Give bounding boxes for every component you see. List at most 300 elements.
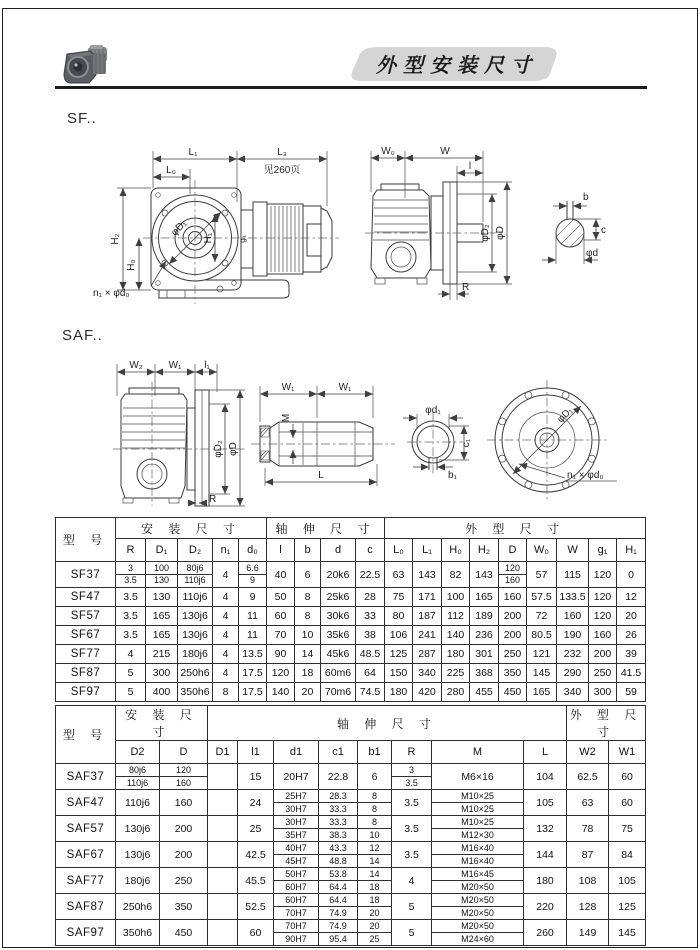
dim-cell: 120 — [267, 664, 295, 683]
dim-cell: 300 — [589, 683, 617, 702]
dim-cell: 14 — [295, 645, 321, 664]
column-header: D1 — [208, 741, 238, 764]
dim-cell: 35k6 — [321, 626, 356, 645]
column-header: n₁ — [213, 539, 239, 562]
dim-cell: 4 — [213, 626, 239, 645]
dim-cell: 72 — [527, 607, 557, 626]
dim-cell — [208, 894, 238, 920]
column-header: d — [321, 539, 356, 562]
dim-cell: 165 — [527, 683, 557, 702]
dim-cell: 200 — [160, 816, 208, 842]
dim-cell: 125 — [609, 894, 646, 920]
column-header: D₂ — [178, 539, 213, 562]
saf-hollow-shaft-view — [117, 364, 395, 486]
dim-cell: 144 — [524, 842, 567, 868]
dim-label-b: b — [583, 192, 589, 203]
dim-cell: 110j6 — [116, 790, 160, 816]
dim-cell: 4 — [213, 645, 239, 664]
dim-cell: 130j6 — [178, 607, 213, 626]
dim-cell: 50 — [267, 588, 295, 607]
dim-cell: 187 — [413, 607, 442, 626]
dim-cell: 25H7 30H7 — [274, 790, 319, 816]
see-page-note: 见260页 — [263, 165, 301, 176]
dim-cell: 241 — [413, 626, 442, 645]
column-header: W1 — [609, 741, 646, 764]
dim-cell: 9 — [239, 588, 267, 607]
dim-cell: 130j6 — [178, 626, 213, 645]
table-row — [56, 664, 646, 683]
dim-cell: 28.3 33.3 — [319, 790, 358, 816]
dim-label-W0: W₀ — [381, 146, 395, 157]
dim-cell: 132 — [524, 816, 567, 842]
dim-cell: 45k6 — [321, 645, 356, 664]
dim-cell: 340 — [413, 664, 442, 683]
dim-cell: 140 — [442, 626, 470, 645]
column-header: R — [392, 741, 432, 764]
dim-cell: 38 — [356, 626, 385, 645]
dim-cell: 30H7 35H7 — [274, 816, 319, 842]
column-header: L₀ — [385, 539, 413, 562]
dim-cell: 200 — [499, 607, 527, 626]
dim-cell: 80 — [385, 607, 413, 626]
dim-cell: 4 — [116, 645, 146, 664]
dim-cell: 301 — [470, 645, 499, 664]
dim-cell: 145 — [609, 920, 646, 946]
dim-cell: 5 — [116, 683, 146, 702]
dim-cell: 3.5 — [116, 607, 146, 626]
model-cell: SAF67 — [56, 842, 116, 868]
dim-cell: 87 — [567, 842, 609, 868]
dim-cell: 64 — [356, 664, 385, 683]
header-divider — [55, 86, 647, 89]
dim-cell: 74.5 — [356, 683, 385, 702]
dim-label-R: R — [462, 282, 470, 293]
dim-cell: 3 3.5 — [392, 764, 432, 790]
dim-cell — [208, 764, 238, 790]
dim-cell: 33 — [356, 607, 385, 626]
column-header: d₀ — [239, 539, 267, 562]
dim-cell: 121 — [527, 645, 557, 664]
dim-label-phiD2: φD₂ — [213, 440, 224, 458]
dim-cell: 60 — [267, 607, 295, 626]
model-cell: SAF47 — [56, 790, 116, 816]
dim-label-W: W — [440, 146, 450, 157]
dim-cell: 171 — [413, 588, 442, 607]
table-row — [56, 920, 646, 946]
column-header: H₁ — [617, 539, 646, 562]
dim-cell: 28 — [356, 588, 385, 607]
table-row — [56, 868, 646, 894]
dim-cell: 149 — [567, 920, 609, 946]
dim-cell: 400 — [146, 683, 178, 702]
model-cell: SF77 — [56, 645, 116, 664]
column-header: W2 — [567, 741, 609, 764]
column-header: b — [295, 539, 321, 562]
dim-cell: M10×25 M10×25 — [432, 790, 524, 816]
dim-cell: 50H7 60H7 — [274, 868, 319, 894]
dim-cell: 80j6 110j6 — [116, 764, 160, 790]
dim-label-phiD1-flange: φD₁ — [555, 405, 576, 426]
dim-cell: 350h6 — [116, 920, 160, 946]
dim-cell: 17.5 — [239, 683, 267, 702]
dim-cell: 62.5 — [567, 764, 609, 790]
dim-cell: 3.5 — [392, 790, 432, 816]
dim-label-n1-phid0: n₁ × φd₀ — [93, 288, 130, 299]
dim-cell: 105 — [609, 868, 646, 894]
dim-cell: 20 25 — [358, 920, 392, 946]
table-row — [56, 894, 646, 920]
column-header: c — [356, 539, 385, 562]
dim-cell: 45.5 — [238, 868, 274, 894]
dim-cell: 108 — [567, 868, 609, 894]
dim-cell: 180j6 — [178, 645, 213, 664]
dim-cell: M16×40 M16×40 — [432, 842, 524, 868]
dim-cell: 125 — [385, 645, 413, 664]
dim-label-phid1: φd₁ — [425, 405, 441, 416]
sf-section-label: SF.. — [67, 110, 97, 127]
dim-cell: 75 — [385, 588, 413, 607]
column-header: L₁ — [413, 539, 442, 562]
column-header: D2 — [116, 741, 160, 764]
dim-cell: 4 — [213, 588, 239, 607]
dim-cell: 160 — [160, 790, 208, 816]
dim-cell: 4 — [392, 868, 432, 894]
dim-cell: 160 — [499, 588, 527, 607]
model-column-header: 型 号 — [56, 706, 116, 764]
page-title: 外型安装尺寸 — [376, 55, 538, 77]
sf-front-view — [93, 147, 339, 304]
dim-cell: M16×45 M20×50 — [432, 868, 524, 894]
dim-label-H1: H₁ — [203, 232, 214, 244]
title-banner — [350, 44, 564, 84]
dim-cell: 180 — [524, 868, 567, 894]
dim-cell: 112 — [442, 607, 470, 626]
dim-cell: 130j6 — [116, 816, 160, 842]
dim-cell: 6.6 9 — [239, 562, 267, 588]
dim-cell: 20 — [617, 607, 646, 626]
dim-cell: 64.4 74.9 — [319, 894, 358, 920]
dim-cell: 450 — [499, 683, 527, 702]
table-row — [56, 588, 646, 607]
model-cell: SF47 — [56, 588, 116, 607]
dim-cell: 120 — [589, 607, 617, 626]
dim-cell: 115 — [557, 562, 589, 588]
dim-cell: 350 — [499, 664, 527, 683]
model-cell: SAF87 — [56, 894, 116, 920]
dim-cell: 74.9 95.4 — [319, 920, 358, 946]
dim-cell: 63 — [385, 562, 413, 588]
dim-cell: 3.5 — [392, 842, 432, 868]
dim-cell: 455 — [470, 683, 499, 702]
dim-cell: 143 — [413, 562, 442, 588]
column-header: R — [116, 539, 146, 562]
dim-cell: 106 — [385, 626, 413, 645]
dim-label-H2: H₂ — [110, 233, 121, 245]
column-header: l1 — [238, 741, 274, 764]
model-column-header: 型 号 — [56, 518, 116, 562]
dim-cell: 128 — [567, 894, 609, 920]
dim-cell: M6×16 — [432, 764, 524, 790]
dim-cell: 4 — [213, 562, 239, 588]
dim-cell: 18 — [295, 664, 321, 683]
dim-cell: 165 — [470, 588, 499, 607]
dim-cell: 57 — [527, 562, 557, 588]
dim-cell: 100 130 — [146, 562, 178, 588]
table-row — [56, 842, 646, 868]
dim-cell: 20k6 — [321, 562, 356, 588]
column-header: d1 — [274, 741, 319, 764]
dim-cell: M10×25 M12×30 — [432, 816, 524, 842]
dim-cell: 48.5 — [356, 645, 385, 664]
saf-technical-drawing — [55, 356, 645, 508]
dim-label-phiD: φD — [228, 442, 239, 456]
dim-label-l: l — [468, 161, 472, 172]
model-cell: SF57 — [56, 607, 116, 626]
dim-cell: 18 20 — [358, 894, 392, 920]
dim-cell: 4 — [213, 664, 239, 683]
dim-cell: 43.3 48.8 — [319, 842, 358, 868]
column-header: b1 — [358, 741, 392, 764]
dim-cell: 6 — [358, 764, 392, 790]
dim-cell: M20×50 M20×50 — [432, 894, 524, 920]
model-cell: SF87 — [56, 664, 116, 683]
dim-cell: 350h6 — [178, 683, 213, 702]
dim-cell: 24 — [238, 790, 274, 816]
dim-cell: 232 — [557, 645, 589, 664]
dim-cell: 20 — [295, 683, 321, 702]
dim-label-M: M — [281, 413, 292, 423]
dim-cell: 60 — [238, 920, 274, 946]
dim-cell: 130j6 — [116, 842, 160, 868]
dim-cell: 3.5 — [116, 626, 146, 645]
dim-cell: 150 — [385, 664, 413, 683]
column-header: c1 — [319, 741, 358, 764]
dim-cell: 33.3 38.3 — [319, 816, 358, 842]
dim-cell: 3.5 — [392, 816, 432, 842]
column-header: g₁ — [589, 539, 617, 562]
dim-cell: 70H7 90H7 — [274, 920, 319, 946]
dim-cell: 8 8 — [358, 790, 392, 816]
dim-cell: 13.5 — [239, 645, 267, 664]
group-header: 外 型 尺 寸 — [567, 706, 646, 741]
dim-label-c: c — [601, 225, 606, 236]
dim-cell: 250h6 — [178, 664, 213, 683]
dim-cell: 6 — [295, 562, 321, 588]
dim-cell: 57.5 — [527, 588, 557, 607]
model-cell: SF37 — [56, 562, 116, 588]
dim-cell: 250 — [589, 664, 617, 683]
model-cell: SF67 — [56, 626, 116, 645]
dim-cell: 200 — [160, 842, 208, 868]
dim-label-n1-phid0: n₁ × φd₀ — [567, 470, 604, 481]
dim-label-phiD1: φD₁ — [169, 218, 190, 239]
dim-cell: 14 18 — [358, 868, 392, 894]
dim-cell: 260 — [524, 920, 567, 946]
dim-cell: 75 — [609, 816, 646, 842]
dim-cell: 250 — [499, 645, 527, 664]
dim-cell: 90 — [267, 645, 295, 664]
dim-cell: 10 — [295, 626, 321, 645]
gearmotor-photo — [60, 42, 112, 88]
dim-cell: 145 — [527, 664, 557, 683]
model-cell: SAF37 — [56, 764, 116, 790]
table-row — [56, 562, 646, 588]
dim-cell — [208, 842, 238, 868]
dim-label-phiD: φD — [495, 226, 506, 240]
dim-cell: 59 — [617, 683, 646, 702]
dim-cell: 133.5 — [557, 588, 589, 607]
dim-cell: 3 3.5 — [116, 562, 146, 588]
dim-cell: 60H7 70H7 — [274, 894, 319, 920]
dim-label-phid: φd — [586, 248, 599, 259]
dim-cell: 160 — [557, 607, 589, 626]
column-header: M — [432, 741, 524, 764]
saf-flange-view — [487, 380, 617, 500]
table-row — [56, 645, 646, 664]
dim-cell: 22.8 — [319, 764, 358, 790]
dim-cell: 70 — [267, 626, 295, 645]
dim-cell: 120 — [589, 562, 617, 588]
dim-cell: 26 — [617, 626, 646, 645]
dim-cell: 8 — [213, 683, 239, 702]
dim-cell: 368 — [470, 664, 499, 683]
dim-cell: 236 — [470, 626, 499, 645]
dim-cell: 350 — [160, 894, 208, 920]
dim-cell: 5 — [392, 894, 432, 920]
dim-cell: 165 — [146, 626, 178, 645]
dim-cell: 52.5 — [238, 894, 274, 920]
dim-cell: 84 — [609, 842, 646, 868]
dim-cell: 11 — [239, 607, 267, 626]
dim-cell: 17.5 — [239, 664, 267, 683]
sf-technical-drawing — [55, 138, 645, 320]
dim-cell: 39 — [617, 645, 646, 664]
dim-cell: 20H7 — [274, 764, 319, 790]
model-cell: SAF97 — [56, 920, 116, 946]
table-row — [56, 764, 646, 790]
dim-cell: 60 — [609, 790, 646, 816]
dim-cell: 143 — [470, 562, 499, 588]
dim-cell: 0 — [617, 562, 646, 588]
dim-cell: 190 — [557, 626, 589, 645]
table-row — [56, 683, 646, 702]
dim-label-W1a: W₁ — [281, 382, 295, 393]
group-header: 安 装 尺 寸 — [116, 706, 208, 741]
dim-label-phiD2: φD₂ — [480, 224, 491, 242]
dim-cell: 287 — [413, 645, 442, 664]
dim-cell: 280 — [442, 683, 470, 702]
dim-cell — [208, 790, 238, 816]
dim-label-L: L — [318, 470, 324, 481]
model-cell: SF97 — [56, 683, 116, 702]
dim-cell: 53.8 64.4 — [319, 868, 358, 894]
dim-cell: 290 — [557, 664, 589, 683]
saf-bore-detail — [403, 405, 472, 481]
dim-cell: 25 — [238, 816, 274, 842]
dim-cell: 340 — [557, 683, 589, 702]
dim-label-R: R — [209, 494, 217, 505]
dim-cell: 8 10 — [358, 816, 392, 842]
column-header: L — [524, 741, 567, 764]
dim-cell: 11 — [239, 626, 267, 645]
dim-cell: 70m6 — [321, 683, 356, 702]
dim-cell: 42.5 — [238, 842, 274, 868]
dim-cell: 15 — [238, 764, 274, 790]
dim-cell — [208, 920, 238, 946]
dim-label-H0: H₀ — [126, 259, 137, 271]
dim-label-W1: W₁ — [168, 360, 182, 371]
dim-cell: 5 — [116, 664, 146, 683]
dim-cell: 250 — [160, 868, 208, 894]
dim-cell: 215 — [146, 645, 178, 664]
dim-cell: 180 — [442, 645, 470, 664]
dim-cell: 60m6 — [321, 664, 356, 683]
dim-cell: 180 — [385, 683, 413, 702]
dim-cell: 104 — [524, 764, 567, 790]
model-cell: SAF57 — [56, 816, 116, 842]
dim-cell: 110j6 — [178, 588, 213, 607]
dim-cell: 80.5 — [527, 626, 557, 645]
dim-cell: 12 — [617, 588, 646, 607]
sf-dimension-table — [55, 517, 646, 702]
dim-label-c1: c₁ — [461, 438, 472, 448]
dim-label-L0: L₀ — [166, 165, 176, 176]
dim-label-L3: L₃ — [277, 147, 287, 158]
group-header: 外 型 尺 寸 — [385, 518, 646, 539]
dim-cell: 200 — [589, 645, 617, 664]
dim-cell: 41.5 — [617, 664, 646, 683]
saf-dimension-table — [55, 705, 646, 946]
dim-cell: 120 — [589, 588, 617, 607]
dim-cell: 82 — [442, 562, 470, 588]
dim-cell: 165 — [146, 607, 178, 626]
dim-label-W1b: W₁ — [338, 382, 352, 393]
group-header: 轴 伸 尺 寸 — [267, 518, 385, 539]
dim-cell: 12 14 — [358, 842, 392, 868]
model-cell: SAF77 — [56, 868, 116, 894]
dim-cell: 25k6 — [321, 588, 356, 607]
dim-label-l1: l₁ — [204, 360, 210, 371]
dim-cell: 5 — [392, 920, 432, 946]
column-header: D — [499, 539, 527, 562]
dim-cell: 450 — [160, 920, 208, 946]
dim-cell: 30k6 — [321, 607, 356, 626]
dim-cell: 250h6 — [116, 894, 160, 920]
group-header: 轴 伸 尺 寸 — [208, 706, 567, 741]
dim-cell: 120 160 — [160, 764, 208, 790]
dim-cell: 78 — [567, 816, 609, 842]
dim-label-b1: b₁ — [448, 470, 457, 481]
dim-cell: 140 — [267, 683, 295, 702]
dim-cell: 63 — [567, 790, 609, 816]
dim-cell: 300 — [146, 664, 178, 683]
dim-cell: 40 — [267, 562, 295, 588]
sf-shaft-section-detail — [542, 192, 606, 264]
dim-cell: 120 160 — [499, 562, 527, 588]
dim-label-g1: g₁ — [237, 235, 247, 243]
dim-cell: 22.5 — [356, 562, 385, 588]
column-header: H₂ — [470, 539, 499, 562]
dim-cell: 4 — [213, 607, 239, 626]
saf-section-label: SAF.. — [62, 327, 103, 344]
column-header: W — [557, 539, 589, 562]
column-header: W₀ — [527, 539, 557, 562]
table-row — [56, 626, 646, 645]
saf-side-view — [113, 360, 245, 506]
dim-cell — [208, 868, 238, 894]
dim-cell: 8 — [295, 588, 321, 607]
dim-cell: 189 — [470, 607, 499, 626]
